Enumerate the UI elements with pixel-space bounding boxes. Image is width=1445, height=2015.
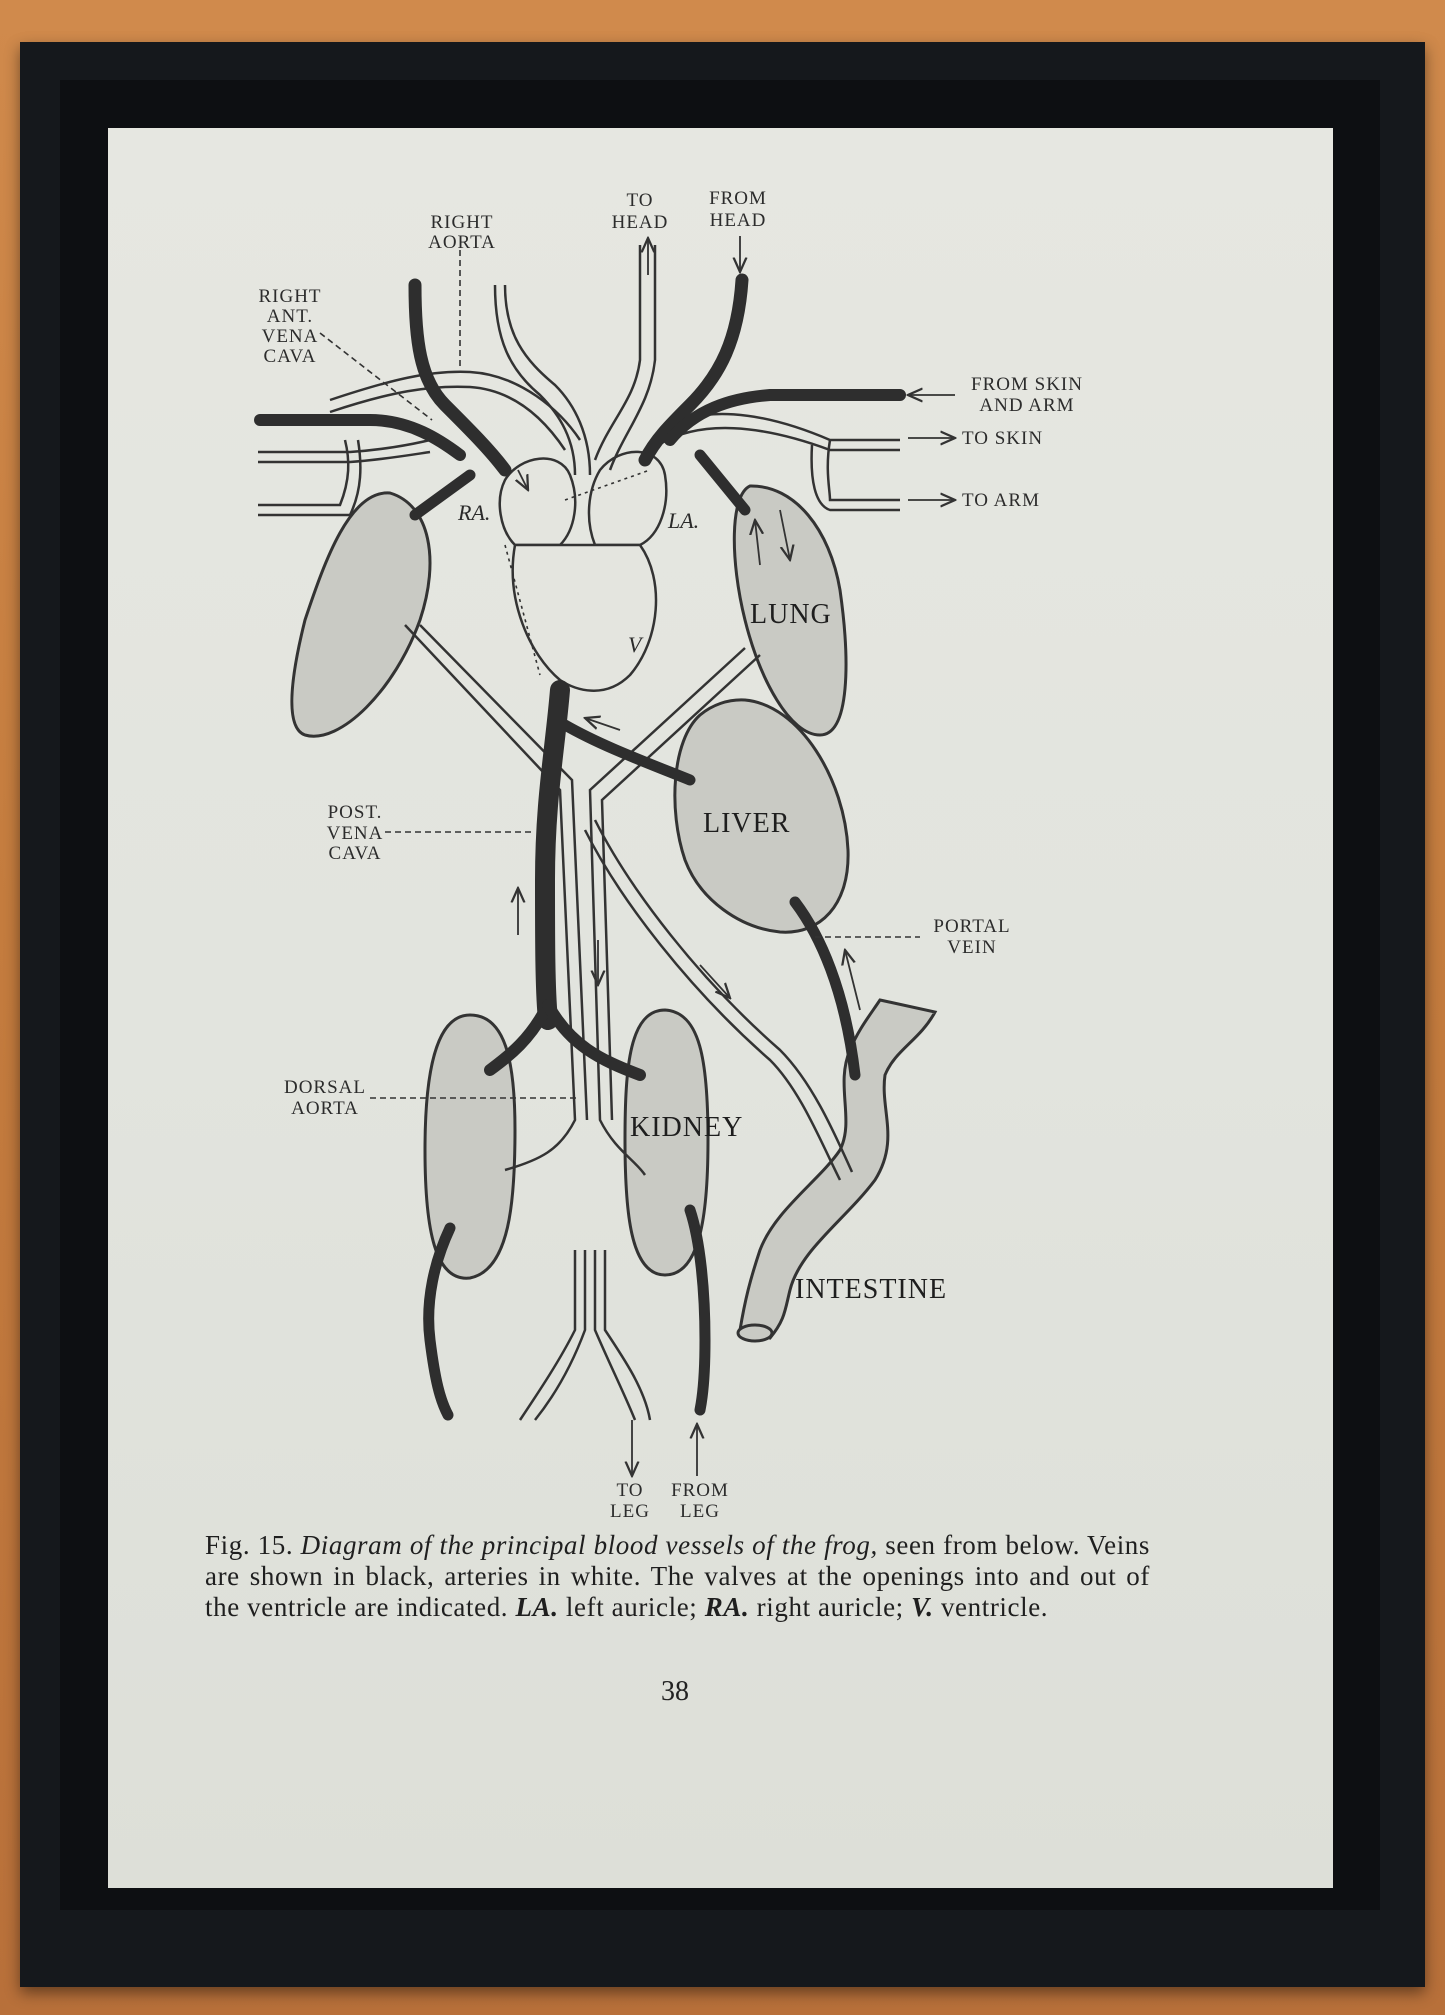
label-from-skin-arm-2: AND ARM (979, 395, 1075, 416)
ventricle (513, 545, 656, 691)
label-to-head-2: HEAD (611, 212, 669, 233)
label-to-head-1: TO (626, 190, 654, 211)
caption-v: V. (911, 1592, 934, 1622)
right-lung (292, 493, 430, 736)
iliac-l1 (520, 1250, 575, 1420)
label-to-arm: TO ARM (962, 490, 1040, 511)
label-post-vena-cava-3: CAVA (328, 843, 382, 864)
page-number: 38 (661, 1676, 689, 1707)
caption-text-2: left auricle; (558, 1592, 705, 1622)
label-kidney: KIDNEY (630, 1112, 744, 1143)
label-intestine: INTESTINE (795, 1274, 948, 1305)
renal-vein-l (548, 1005, 640, 1075)
label-to-leg-1: TO (616, 1480, 644, 1501)
label-from-leg-1: FROM (671, 1480, 729, 1501)
left-skin-arm-vein (670, 395, 900, 440)
label-from-head-1: FROM (709, 188, 767, 209)
caption-text-1: seen from below. Veins are shown in black, arteries in white. The valves at the openings into and out of the ventricle are indicated. (205, 1530, 1151, 1622)
truncus-right (505, 285, 590, 475)
iliac-l2 (535, 1250, 585, 1420)
carotid-l (595, 245, 640, 460)
label-rt-ant-vena-cava-2: ANT. (266, 306, 314, 327)
figure-caption (205, 1530, 1150, 1623)
label-lung: LUNG (750, 599, 832, 630)
label-ra: RA. (458, 500, 491, 525)
label-post-vena-cava-1: POST. (327, 802, 383, 823)
iliac-r2 (605, 1250, 650, 1420)
label-to-leg-2: LEG (610, 1501, 650, 1522)
portal-arrow (845, 950, 860, 1010)
labels (258, 188, 1083, 1522)
hepatic-arrow (585, 718, 620, 730)
left-arm-1 (258, 440, 348, 505)
label-rt-ant-vena-cava-1: RIGHT (258, 286, 322, 307)
label-from-head-2: HEAD (709, 210, 767, 231)
left-skin-2 (258, 452, 430, 462)
label-v: V (628, 632, 642, 657)
iliac-r1 (595, 1250, 635, 1420)
carotid-r (610, 245, 655, 470)
label-dorsal-aorta-1: DORSAL (283, 1077, 367, 1098)
post-vena-cava (545, 690, 560, 1020)
mesenteric-arrow (700, 965, 730, 998)
label-post-vena-cava-2: VENA (326, 823, 384, 844)
label-liver: LIVER (703, 808, 791, 839)
label-portal-vein-1: PORTAL (933, 916, 1011, 937)
caption-fig-number: Fig. 15. (205, 1530, 294, 1560)
intestine-end (738, 1325, 772, 1341)
label-from-skin-arm-1: FROM SKIN (971, 374, 1083, 395)
label-right-aorta-2: AORTA (428, 232, 496, 253)
label-to-skin: TO SKIN (962, 428, 1044, 449)
label-rt-ant-vena-cava-4: CAVA (263, 346, 317, 367)
left-skin-1 (258, 440, 430, 452)
label-portal-vein-2: VEIN (947, 937, 997, 958)
leg-vein-l (690, 1210, 705, 1410)
caption-ra: RA. (704, 1592, 750, 1622)
label-rt-ant-vena-cava-3: VENA (261, 326, 319, 347)
label-la: LA. (668, 508, 700, 533)
label-from-leg-2: LEG (680, 1501, 720, 1522)
caption-title: Diagram of the principal blood vessels of the frog, (300, 1530, 878, 1560)
from-head-vein (645, 280, 742, 460)
caption-text-3: right auricle; (749, 1592, 912, 1622)
label-right-aorta-1: RIGHT (430, 212, 494, 233)
caption-la: LA. (515, 1592, 559, 1622)
label-dorsal-aorta-2: AORTA (291, 1098, 359, 1119)
caption-text-4: ventricle. (933, 1592, 1049, 1622)
pulmonary-vein-l (700, 455, 745, 510)
left-auricle (589, 452, 666, 545)
hepatic-vein (565, 725, 690, 780)
